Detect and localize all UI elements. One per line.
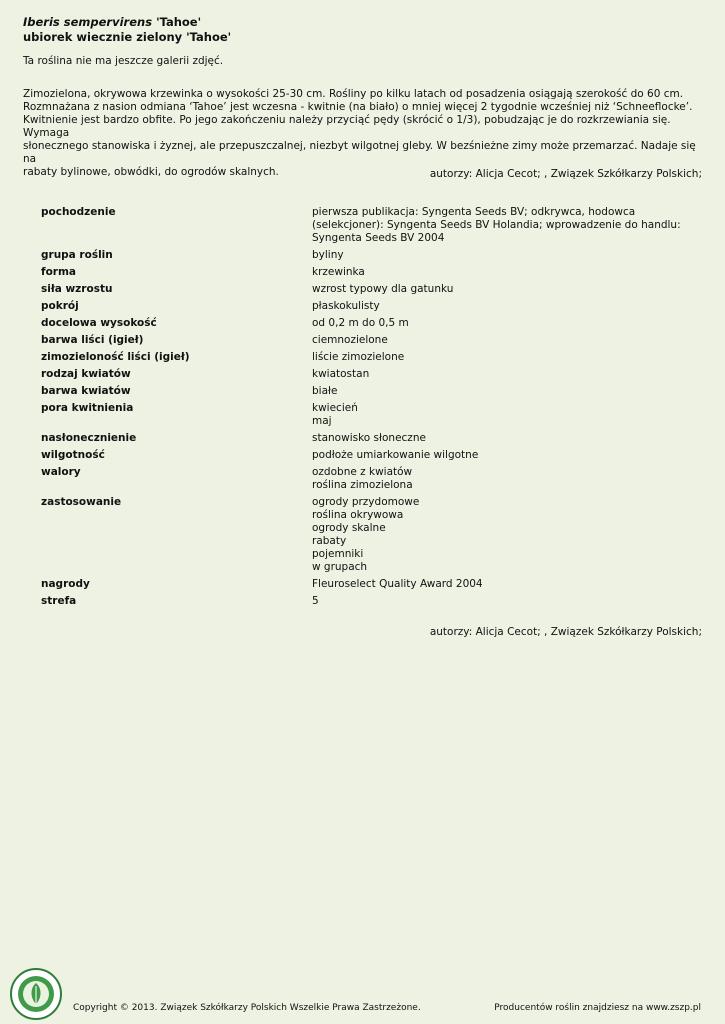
- property-values: [312, 283, 701, 296]
- property-label: barwa kwiatów: [41, 385, 131, 397]
- property-row: [41, 385, 701, 398]
- property-label: docelowa wysokość: [41, 317, 157, 329]
- property-values: [312, 351, 701, 364]
- property-values: [312, 496, 701, 574]
- property-label: forma: [41, 266, 76, 278]
- property-row: [41, 249, 701, 262]
- property-value: 5: [312, 595, 319, 607]
- property-label: strefa: [41, 595, 77, 607]
- property-row: [41, 206, 701, 245]
- property-row: [41, 449, 701, 462]
- property-label: wilgotność: [41, 449, 105, 461]
- property-value: pojemniki: [312, 548, 364, 560]
- property-label: zimozieloność liści (igieł): [41, 351, 190, 363]
- property-row: [41, 466, 701, 492]
- property-value: podłoże umiarkowanie wilgotne: [312, 449, 479, 461]
- property-values: [312, 578, 701, 591]
- property-row: [41, 432, 701, 445]
- copyright-text: Copyright © 2013. Związek Szkółkarzy Polskich Wszelkie Prawa Zastrzeżone.: [73, 1003, 421, 1013]
- property-value: ozdobne z kwiatów: [312, 466, 413, 478]
- property-values: [312, 595, 701, 608]
- description-line: słonecznego stanowiska i żyznej, ale przepuszczalnej, niezbyt wilgotnej gleby. W bezśnieżne zimy może przemarzać. Nadaje się na: [23, 140, 696, 165]
- property-row: [41, 300, 701, 313]
- producers-link[interactable]: Producentów roślin znajdziesz na www.zszp.pl: [494, 1003, 701, 1013]
- property-label: rodzaj kwiatów: [41, 368, 131, 380]
- property-value: liście zimozielone: [312, 351, 405, 363]
- description-line: Rozmnażana z nasion odmiana ‘Tahoe’ jest wczesna - kwitnie (na biało) o mniej więcej 2 tygodnie wcześniej niż ‘Schneeflocke’.: [23, 101, 693, 113]
- property-row: [41, 283, 701, 296]
- description-line: Kwitnienie jest bardzo obfite. Po jego zakończeniu należy przyciąć pędy (skrócić o 1/3), pobudzając je do rozkrzewiania się. Wymaga: [23, 114, 671, 139]
- description-line: rabaty bylinowe, obwódki, do ogrodów skalnych.: [23, 166, 279, 178]
- property-values: [312, 300, 701, 313]
- property-values: [312, 466, 701, 492]
- property-row: [41, 402, 701, 428]
- property-values: [312, 249, 701, 262]
- property-value: kwiecień: [312, 402, 358, 414]
- cultivar-name: 'Tahoe': [156, 15, 202, 29]
- gallery-note: Ta roślina nie ma jeszcze galerii zdjęć.: [23, 55, 224, 67]
- title-latin-line: [23, 15, 231, 30]
- property-label: nagrody: [41, 578, 90, 590]
- property-values: [312, 206, 701, 245]
- property-value: białe: [312, 385, 338, 397]
- property-value: od 0,2 m do 0,5 m: [312, 317, 409, 329]
- property-value: ogrody skalne: [312, 522, 386, 534]
- property-value: ciemnozielone: [312, 334, 388, 346]
- property-value: kwiatostan: [312, 368, 370, 380]
- property-values: [312, 432, 701, 445]
- property-value: w grupach: [312, 561, 368, 573]
- property-label: siła wzrostu: [41, 283, 113, 295]
- property-label: grupa roślin: [41, 249, 113, 261]
- property-value: roślina okrywowa: [312, 509, 404, 521]
- property-value: rabaty: [312, 535, 347, 547]
- property-label: barwa liści (igieł): [41, 334, 144, 346]
- plant-title: [23, 15, 231, 45]
- property-values: [312, 266, 701, 279]
- latin-name: Iberis sempervirens: [23, 15, 153, 29]
- authors-note-bottom: autorzy: Alicja Cecot; , Związek Szkółkarzy Polskich;: [429, 626, 702, 638]
- property-value: roślina zimozielona: [312, 479, 413, 491]
- property-value: krzewinka: [312, 266, 365, 278]
- property-value: wzrost typowy dla gatunku: [312, 283, 454, 295]
- property-row: [41, 334, 701, 347]
- property-value: płaskokulisty: [312, 300, 380, 312]
- property-value: byliny: [312, 249, 344, 261]
- property-values: [312, 402, 701, 428]
- property-row: [41, 266, 701, 279]
- property-row: [41, 496, 701, 574]
- description-line: Zimozielona, okrywowa krzewinka o wysokości 25-30 cm. Rośliny po kilku latach od posadzenia osiągają szerokość do 60 cm.: [23, 88, 684, 100]
- page-footer: [0, 990, 725, 1024]
- property-value: maj: [312, 415, 332, 427]
- property-label: pochodzenie: [41, 206, 116, 218]
- properties-table: [41, 206, 701, 612]
- property-row: [41, 578, 701, 591]
- polish-name: ubiorek wiecznie zielony 'Tahoe': [23, 30, 232, 44]
- property-row: [41, 595, 701, 608]
- property-value: ogrody przydomowe: [312, 496, 420, 508]
- property-label: pokrój: [41, 300, 79, 312]
- property-values: [312, 334, 701, 347]
- property-value: stanowisko słoneczne: [312, 432, 426, 444]
- property-value: pierwsza publikacja: Syngenta Seeds BV; odkrywca, hodowca (selekcjoner): Syngenta Seeds BV Holandia; wprowadzenie do handlu: Syngenta Seeds BV 2004: [312, 206, 681, 244]
- property-value: Fleuroselect Quality Award 2004: [312, 578, 483, 590]
- property-values: [312, 368, 701, 381]
- authors-note: autorzy: Alicja Cecot; , Związek Szkółkarzy Polskich;: [429, 168, 702, 180]
- property-label: walory: [41, 466, 81, 478]
- zszp-logo-icon: [10, 968, 62, 1020]
- plant-description: [23, 88, 703, 179]
- property-label: pora kwitnienia: [41, 402, 134, 414]
- property-row: [41, 351, 701, 364]
- property-row: [41, 368, 701, 381]
- property-label: zastosowanie: [41, 496, 122, 508]
- property-values: [312, 385, 701, 398]
- property-row: [41, 317, 701, 330]
- property-values: [312, 449, 701, 462]
- property-label: nasłonecznienie: [41, 432, 137, 444]
- property-values: [312, 317, 701, 330]
